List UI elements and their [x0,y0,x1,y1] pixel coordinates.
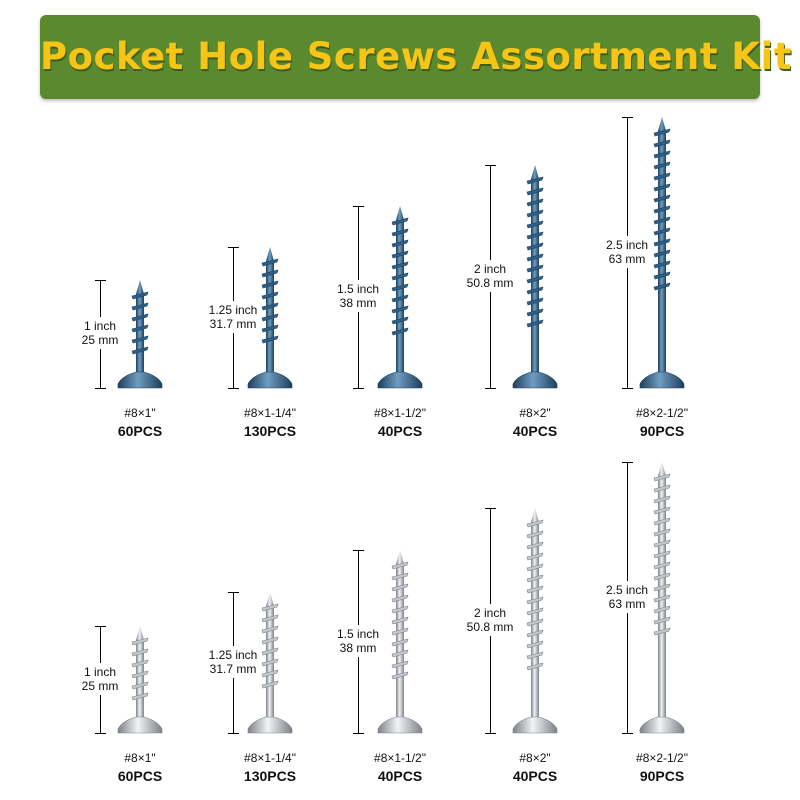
dimension-cap [353,733,364,734]
length-mm: 50.8 mm [466,275,514,290]
screw-quantity: 40PCS [377,423,423,439]
screw-size: #8×1" [124,751,156,765]
dimension-cap [95,280,106,281]
screw-illustration [505,165,565,390]
length-inch: 1.25 inch [208,647,258,662]
length-inch: 1 inch [83,319,117,333]
screw-quantity: 130PCS [243,768,297,784]
length-inch: 2.5 inch [605,582,649,597]
screw-quantity: 130PCS [243,423,297,439]
screw-size: #8×2" [519,406,551,420]
dimension-cap [95,388,106,389]
dimension-cap [485,508,496,509]
dimension-cap [228,388,239,389]
screw-size: #8×1-1/2" [374,751,426,765]
dimension-cap [95,733,106,734]
title-banner [40,15,792,99]
screw-size: #8×1" [124,406,156,420]
dimension-cap [353,206,364,207]
length-mm: 50.8 mm [466,619,514,634]
screw-illustration [370,550,430,735]
length-mm: 31.7 mm [209,316,257,331]
screw-illustration [370,206,430,390]
screw-quantity: 60PCS [117,423,163,439]
screw-size: #8×2-1/2" [636,406,688,420]
dimension-cap [353,388,364,389]
length-inch: 1.25 inch [208,302,258,317]
screw-quantity: 40PCS [512,423,558,439]
screw-quantity: 40PCS [512,768,558,784]
length-inch: 2.5 inch [605,237,649,252]
length-mm: 31.7 mm [209,661,257,676]
screw-quantity: 60PCS [117,768,163,784]
screw-illustration [240,247,300,390]
screw-quantity: 40PCS [377,768,423,784]
screw-size: #8×2-1/2" [636,751,688,765]
screw-size: #8×1-1/4" [244,406,296,420]
length-mm: 38 mm [339,640,377,655]
dimension-cap [228,733,239,734]
screw-size: #8×1-1/2" [374,406,426,420]
dimension-cap [485,733,496,734]
length-inch: 1.5 inch [336,282,380,296]
dimension-cap [95,626,106,627]
length-inch: 2 inch [473,261,507,276]
screw-size: #8×1-1/4" [244,751,296,765]
screw-quantity: 90PCS [639,768,685,784]
dimension-cap [485,388,496,389]
length-mm: 63 mm [608,596,646,611]
screw-illustration [240,592,300,735]
dimension-cap [353,550,364,551]
screw-quantity: 90PCS [639,423,685,439]
length-mm: 25 mm [81,678,119,693]
screw-illustration [505,508,565,735]
length-mm: 25 mm [81,333,119,347]
length-inch: 1.5 inch [336,626,380,641]
length-mm: 38 mm [339,296,377,310]
length-inch: 1 inch [83,664,117,679]
dimension-cap [485,165,496,166]
screw-illustration [632,117,692,390]
dimension-cap [228,247,239,248]
page-title: Pocket Hole Screws Assortment Kit [40,35,792,78]
dimension-cap [228,592,239,593]
length-mm: 63 mm [608,251,646,266]
screw-illustration [110,280,170,390]
screw-illustration [632,462,692,735]
screw-size: #8×2" [519,751,551,765]
screw-illustration [110,626,170,735]
length-inch: 2 inch [473,605,507,620]
